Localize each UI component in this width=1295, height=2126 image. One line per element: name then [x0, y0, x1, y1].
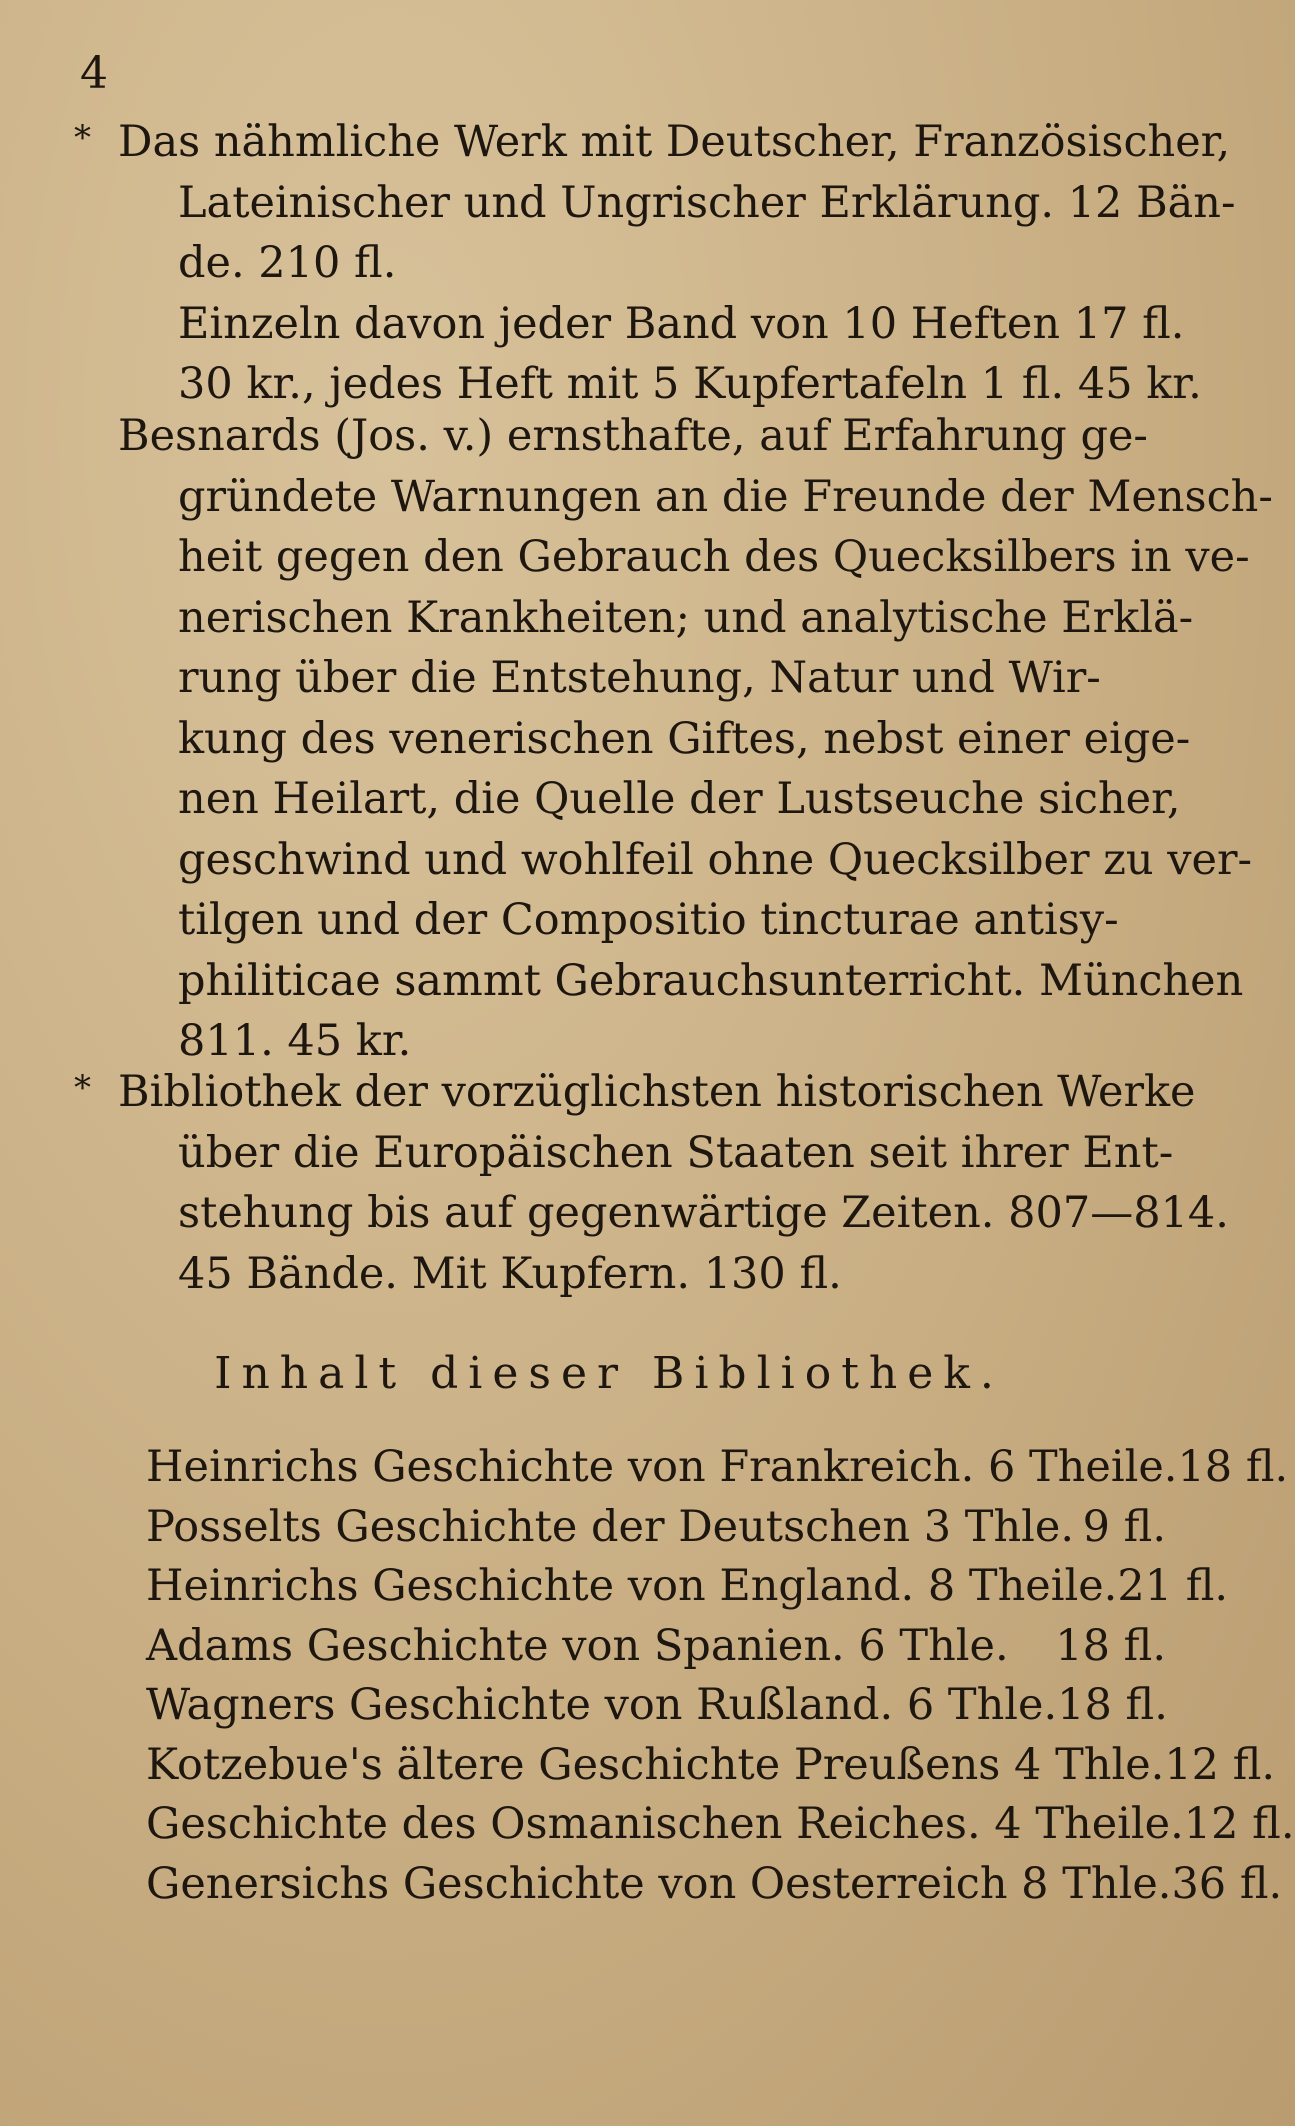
- list-item: [146, 1557, 1229, 1617]
- list-item: [146, 1498, 1166, 1558]
- section-heading: Inhalt dieser Bibliothek.: [214, 1348, 1004, 1399]
- item-price: 21 fl.: [1117, 1561, 1229, 1611]
- entry-line: Lateinischer und Ungrischer Erklärung. 12 Bän-: [178, 177, 1236, 228]
- item-price: 18 fl.: [1055, 1620, 1166, 1671]
- entry-line: kung des venerischen Giftes, nebst einer eige-: [178, 713, 1191, 764]
- entry-line: 30 kr., jedes Heft mit 5 Kupfertafeln 1 fl. 45 kr.: [178, 359, 1202, 409]
- item-price: 12 fl.: [1164, 1739, 1276, 1790]
- list-item: [146, 1676, 1166, 1736]
- entry-line: Das nähmliche Werk mit Deutscher, Französischer,: [118, 117, 1231, 167]
- entry-marker: *: [74, 118, 91, 158]
- catalog-entry-2: [118, 406, 1273, 1072]
- item-price: 9 fl.: [1082, 1501, 1166, 1552]
- page-number: 4: [80, 48, 108, 99]
- entry-line: gründete Warnungen an die Freunde der Mensch-: [178, 471, 1273, 522]
- entry-line: Einzeln davon jeder Band von 10 Heften 17 fl.: [178, 298, 1185, 349]
- item-title: Wagners Geschichte von Rußland. 6 Thle.: [146, 1680, 1058, 1730]
- entry-marker: *: [74, 1068, 91, 1108]
- list-item: [146, 1855, 1283, 1915]
- entry-line: geschwind und wohlfeil ohne Quecksilber zu ver-: [178, 834, 1253, 885]
- entry-line: über die Europäischen Staaten seit ihrer Ent-: [178, 1127, 1174, 1178]
- entry-line: de. 210 fl.: [178, 238, 397, 288]
- entry-line: 45 Bände. Mit Kupfern. 130 fl.: [178, 1248, 842, 1299]
- item-price: 12 fl.: [1183, 1799, 1295, 1849]
- item-title: Heinrichs Geschichte von Frankreich. 6 Theile.: [146, 1442, 1178, 1492]
- item-price: 18 fl.: [1177, 1442, 1289, 1492]
- entry-line: Besnards (Jos. v.) ernsthafte, auf Erfahrung ge-: [118, 411, 1148, 461]
- item-title: Posselts Geschichte der Deutschen 3 Thle.: [146, 1501, 1075, 1552]
- entry-line: nen Heilart, die Quelle der Lustseuche sicher,: [178, 774, 1181, 824]
- item-title: Geschichte des Osmanischen Reiches. 4 Theile.: [146, 1799, 1184, 1849]
- entry-line: stehung bis auf gegenwärtige Zeiten. 807—814.: [178, 1188, 1229, 1238]
- entry-line: tilgen und der Compositio tincturae antisy-: [178, 895, 1119, 945]
- entry-line: nerischen Krankheiten; und analytische Erklä-: [178, 592, 1194, 643]
- entry-line: heit gegen den Gebrauch des Quecksilbers in ve-: [178, 532, 1250, 582]
- contents-list: [146, 1438, 1295, 1914]
- list-item: [146, 1736, 1276, 1796]
- list-item: [146, 1438, 1289, 1498]
- item-price: 18 fl.: [1057, 1680, 1168, 1730]
- list-item: [146, 1795, 1295, 1855]
- item-title: Adams Geschichte von Spanien. 6 Thle.: [146, 1620, 1009, 1671]
- catalog-entry-1: [74, 112, 1236, 415]
- entry-line: Bibliothek der vorzüglichsten historischen Werke: [118, 1067, 1196, 1117]
- catalog-entry-3: [74, 1062, 1229, 1304]
- item-title: Genersichs Geschichte von Oesterreich 8 Thle.: [146, 1858, 1172, 1909]
- entry-line: rung über die Entstehung, Natur und Wir-: [178, 653, 1101, 703]
- list-item: [146, 1617, 1166, 1677]
- item-title: Kotzebue's ältere Geschichte Preußens 4 Thle.: [146, 1739, 1165, 1790]
- entry-line: philiticae sammt Gebrauchsunterricht. München: [178, 955, 1244, 1006]
- item-title: Heinrichs Geschichte von England. 8 Theile.: [146, 1561, 1118, 1611]
- entry-line: 811. 45 kr.: [178, 1016, 412, 1066]
- item-price: 36 fl.: [1171, 1858, 1283, 1909]
